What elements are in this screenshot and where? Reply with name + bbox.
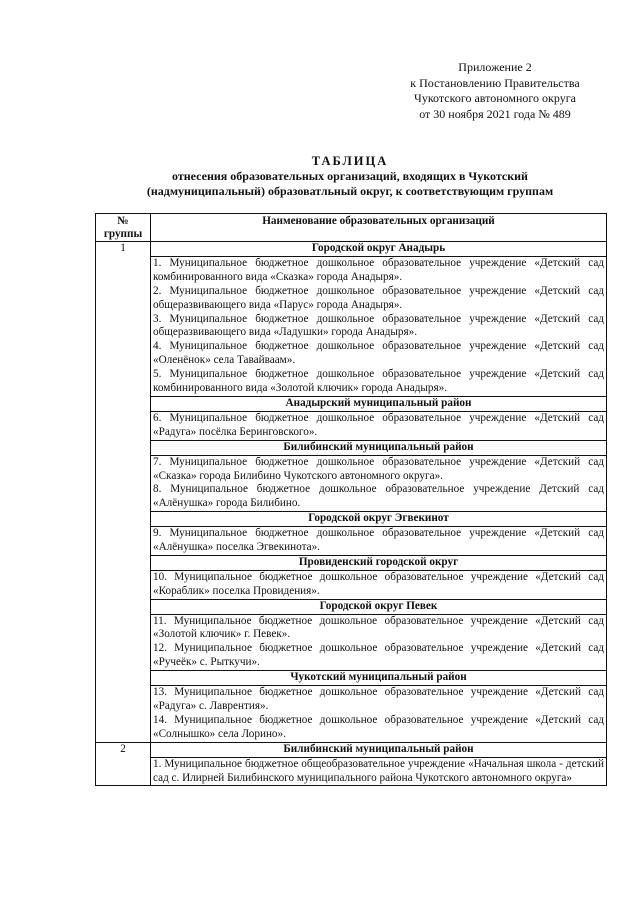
- table-row: [96, 527, 607, 556]
- district-header: Городской округ Эгвекинот: [151, 512, 607, 527]
- org-list-cell: [151, 411, 607, 440]
- title-line-2: (надмуниципальный) образоватльный округ, к соответствующим группам: [146, 184, 554, 198]
- district-header: Анадырский муниципальный район: [151, 396, 607, 411]
- table-row: [96, 570, 607, 599]
- table-row: [96, 599, 607, 614]
- district-header: Провиденский городской округ: [151, 555, 607, 570]
- annex-line-2: к Постановлению Правительства: [410, 75, 580, 90]
- table-row: [96, 411, 607, 440]
- table-row: [96, 396, 607, 411]
- org-list-cell: [151, 256, 607, 396]
- org-item: 3. Муниципальное бюджетное дошкольное образовательное учреждение «Детский сад общеразвивающего вида «Ладушки» города Анадыря».: [153, 312, 604, 339]
- org-item: 4. Муниципальное бюджетное дошкольное образовательное учреждение «Детский сад «Оленёнок» села Тавайваам».: [153, 340, 604, 367]
- org-item: 5. Муниципальное бюджетное дошкольное образовательное учреждение «Детский сад комбинированного вида «Золотой ключик» города Анадыря».: [153, 368, 604, 395]
- org-item: 7. Муниципальное бюджетное дошкольное образовательное учреждение «Детский сад «Сказка» города Билибино Чукотского автономного округа».: [153, 455, 604, 482]
- org-item: 9. Муниципальное бюджетное дошкольное образовательное учреждение «Детский сад «Алёнушка» поселка Эгвекинота».: [153, 527, 604, 554]
- district-header: Городской округ Певек: [151, 599, 607, 614]
- org-item: 14. Муниципальное бюджетное дошкольное образовательное учреждение «Детский сад «Солнышко» села Лорино».: [153, 713, 604, 740]
- table-header-row: [96, 214, 607, 242]
- org-item: 8. Муниципальное бюджетное дошкольное образовательное учреждение Детский сад «Алёнушка» города Билибино.: [153, 483, 604, 510]
- groups-table: [95, 213, 607, 786]
- org-item: 13. Муниципальное бюджетное дошкольное образовательное учреждение «Детский сад «Радуга» с. Лаврентия».: [153, 686, 604, 712]
- table-row: [96, 242, 607, 257]
- org-list-cell: [151, 757, 607, 786]
- org-item: 10. Муниципальное бюджетное дошкольное образовательное учреждение «Детский сад «Кораблик» поселка Провидения».: [153, 570, 604, 597]
- table-row: [96, 686, 607, 743]
- org-list-cell: [151, 686, 607, 743]
- header-org-name: Наименование образовательных организаций: [151, 214, 607, 242]
- table-row: [96, 455, 607, 512]
- table-row: [96, 614, 607, 671]
- org-list-cell: [151, 570, 607, 599]
- group-number-cell: 1: [96, 242, 151, 743]
- table-row: [96, 256, 607, 396]
- org-item: 1. Муниципальное бюджетное дошкольное образовательное учреждение «Детский сад комбинированного вида «Сказка» города Анадыря».: [153, 256, 604, 283]
- org-item: 12. Муниципальное бюджетное дошкольное образовательное учреждение «Детский сад «Ручеёк» с. Рыткучи».: [153, 642, 604, 669]
- org-item: 2. Муниципальное бюджетное дошкольное образовательное учреждение «Детский сад общеразвивающего вида «Парус» города Анадыря».: [153, 284, 604, 311]
- annex-line-4: от 30 ноября 2021 года № 489: [419, 106, 571, 121]
- org-list-cell: [151, 527, 607, 556]
- org-item: 6. Муниципальное бюджетное дошкольное образовательное учреждение «Детский сад «Радуга» посёлка Беринговского».: [153, 411, 604, 438]
- org-list-cell: [151, 455, 607, 512]
- district-header: Городской округ Анадырь: [151, 242, 607, 257]
- table-row: [96, 440, 607, 455]
- header-num-symbol: №: [117, 215, 129, 227]
- table-row: [96, 512, 607, 527]
- header-group-number: [96, 214, 151, 242]
- title-main: ТАБЛИЦА: [311, 154, 389, 168]
- document-title: [100, 154, 600, 199]
- org-list-cell: [151, 614, 607, 671]
- org-item: 1. Муниципальное бюджетное общеобразовательное учреждение «Начальная школа - детский сад с. Илирней Билибинского муниципального района Чукотского автономного округа»: [153, 757, 604, 784]
- district-header: Билибинский муниципальный район: [151, 440, 607, 455]
- org-item: 11. Муниципальное бюджетное дошкольное образовательное учреждение «Детский сад «Золотой ключик» г. Певек».: [153, 614, 604, 641]
- header-num-label: группы: [103, 228, 143, 240]
- table-row: [96, 555, 607, 570]
- title-line-1: отнесения образовательных организаций, входящих в Чукотский: [172, 169, 528, 183]
- table-row: [96, 671, 607, 686]
- group-number-cell: 2: [96, 742, 151, 786]
- annex-line-1: Приложение 2: [458, 60, 532, 74]
- annex-line-3: Чукотского автономного округа: [414, 91, 576, 105]
- annex-block: [395, 60, 595, 122]
- district-header: Чукотский муниципальный район: [151, 671, 607, 686]
- district-header: Билибинский муниципальный район: [151, 742, 607, 757]
- table-row: [96, 742, 607, 757]
- table-row: [96, 757, 607, 786]
